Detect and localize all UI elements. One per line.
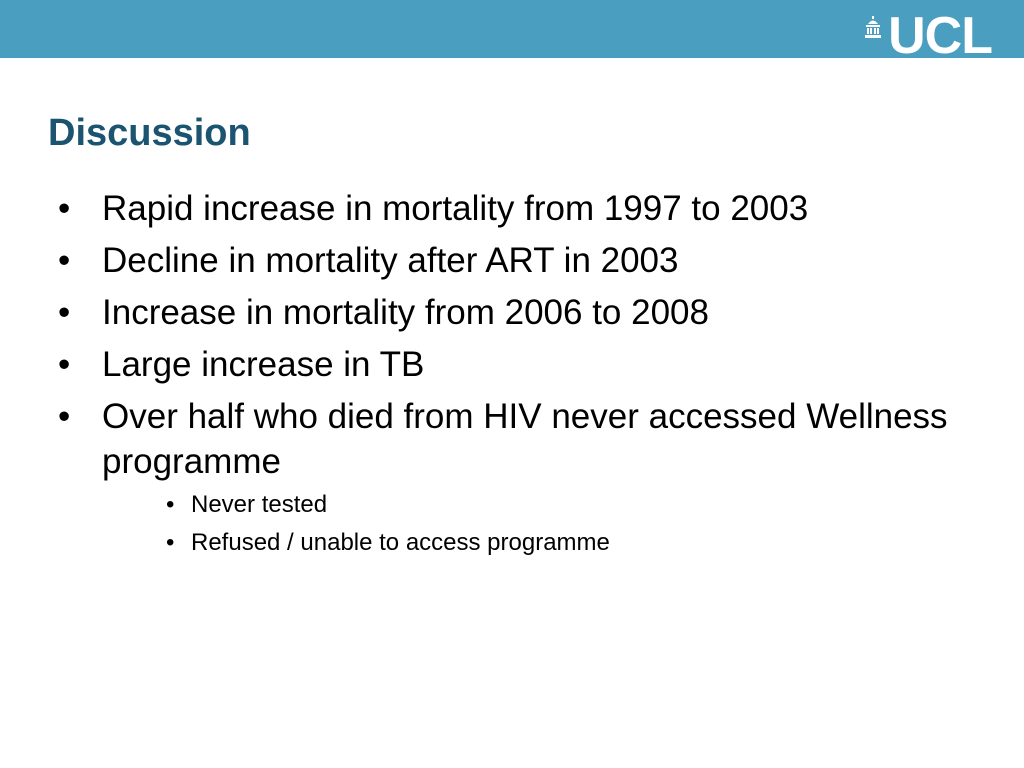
- sub-bullet-text: Refused / unable to access programme: [191, 529, 610, 556]
- slide-title: Discussion: [48, 112, 251, 154]
- portico-icon: [864, 16, 882, 38]
- bullet-item: [58, 186, 958, 231]
- ucl-logo: [864, 14, 992, 58]
- sub-bullet-item: [166, 525, 610, 561]
- sub-bullet-text: Never tested: [191, 491, 328, 518]
- bullet-list: [58, 186, 958, 491]
- header-bar: [0, 0, 1024, 58]
- bullet-text: Over half who died from HIV never accessed Wellness programme: [102, 397, 948, 481]
- bullet-text: Decline in mortality after ART in 2003: [102, 241, 679, 280]
- sub-bullet-item: [166, 487, 610, 523]
- bullet-item: [58, 342, 958, 387]
- sub-bullet-list: [166, 487, 610, 563]
- bullet-item: [58, 290, 958, 335]
- bullet-marker: •: [58, 293, 71, 332]
- sub-bullet-marker: •: [166, 491, 175, 518]
- bullet-item: [58, 394, 958, 484]
- logo-text: UCL: [888, 14, 992, 58]
- bullet-text: Large increase in TB: [102, 345, 425, 384]
- bullet-text: Increase in mortality from 2006 to 2008: [102, 293, 709, 332]
- bullet-marker: •: [58, 345, 71, 384]
- bullet-marker: •: [58, 189, 71, 228]
- bullet-text: Rapid increase in mortality from 1997 to 2003: [102, 189, 809, 228]
- bullet-marker: •: [58, 241, 71, 280]
- bullet-marker: •: [58, 397, 71, 436]
- sub-bullet-marker: •: [166, 529, 175, 556]
- bullet-item: [58, 238, 958, 283]
